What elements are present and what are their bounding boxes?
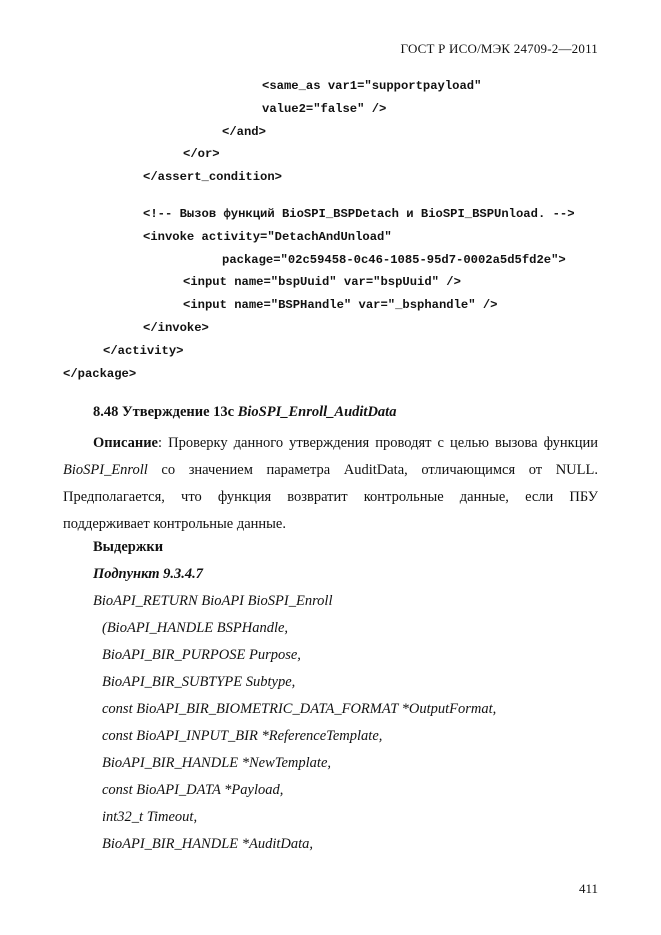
code-line: <input name="BSPHandle" var="_bsphandle" /> bbox=[183, 298, 498, 313]
code-line: </or> bbox=[183, 147, 220, 162]
excerpts-subsection: Подпункт 9.3.4.7 bbox=[93, 566, 204, 582]
code-line: package="02c59458-0c46-1085-95d7-0002a5d5fd2e"> bbox=[222, 252, 566, 267]
function-param: const BioAPI_DATA *Payload, bbox=[102, 782, 284, 798]
code-line: <same_as var1="supportpayload" bbox=[262, 79, 482, 93]
page-number: 411 bbox=[578, 881, 598, 896]
section-title bbox=[93, 404, 396, 421]
function-param: BioAPI_BIR_HANDLE *AuditData, bbox=[102, 836, 314, 852]
function-param: const BioAPI_BIR_BIOMETRIC_DATA_FORMAT *OutputFormat, bbox=[102, 701, 497, 717]
code-line: </and> bbox=[222, 124, 266, 139]
description-text-1: : Проверку данного утверждения проводят с целью вызова функции bbox=[158, 435, 598, 451]
function-param: int32_t Timeout, bbox=[102, 809, 198, 825]
function-param: BioAPI_BIR_PURPOSE Purpose, bbox=[102, 647, 301, 663]
function-param: const BioAPI_INPUT_BIR *ReferenceTemplate, bbox=[102, 728, 383, 744]
code-gap bbox=[0, 189, 661, 203]
description-paragraph bbox=[63, 430, 598, 538]
function-param: BioAPI_BIR_HANDLE *NewTemplate, bbox=[102, 755, 332, 771]
function-signature: BioAPI_RETURN BioAPI BioSPI_Enroll bbox=[93, 593, 333, 609]
description-text-2: со значением параметра AuditData, отличающимся от NULL. Предполагается, что функция возвратит контрольные данные, если ПБУ поддерживает контрольные данные. bbox=[63, 462, 598, 532]
excerpts-heading: Выдержки bbox=[93, 539, 164, 555]
xml-code-block bbox=[0, 75, 661, 385]
code-comment-line: <!-- Вызов функций BioSPI_BSPDetach и BioSPI_BSPUnload. --> bbox=[143, 206, 575, 221]
description-label: Описание bbox=[93, 435, 158, 451]
function-param: BioAPI_BIR_SUBTYPE Subtype, bbox=[102, 674, 296, 690]
code-line: </package> bbox=[63, 366, 137, 381]
code-line: <invoke activity="DetachAndUnload" bbox=[143, 229, 392, 244]
description-function: BioSPI_Enroll bbox=[63, 462, 148, 478]
page-header-standard: ГОСТ Р ИСО/МЭК 24709-2—2011 bbox=[400, 41, 598, 56]
code-line: <input name="bspUuid" var="bspUuid" /> bbox=[183, 275, 461, 290]
code-line: value2="false" /> bbox=[262, 101, 387, 116]
function-param: (BioAPI_HANDLE BSPHandle, bbox=[102, 620, 289, 636]
section-function-name: BioSPI_Enroll_AuditData bbox=[237, 404, 397, 420]
code-line: </assert_condition> bbox=[143, 170, 282, 185]
code-line: </invoke> bbox=[143, 320, 209, 335]
code-line: </activity> bbox=[103, 343, 184, 358]
section-number-title: 8.48 Утверждение 13с bbox=[93, 404, 238, 420]
